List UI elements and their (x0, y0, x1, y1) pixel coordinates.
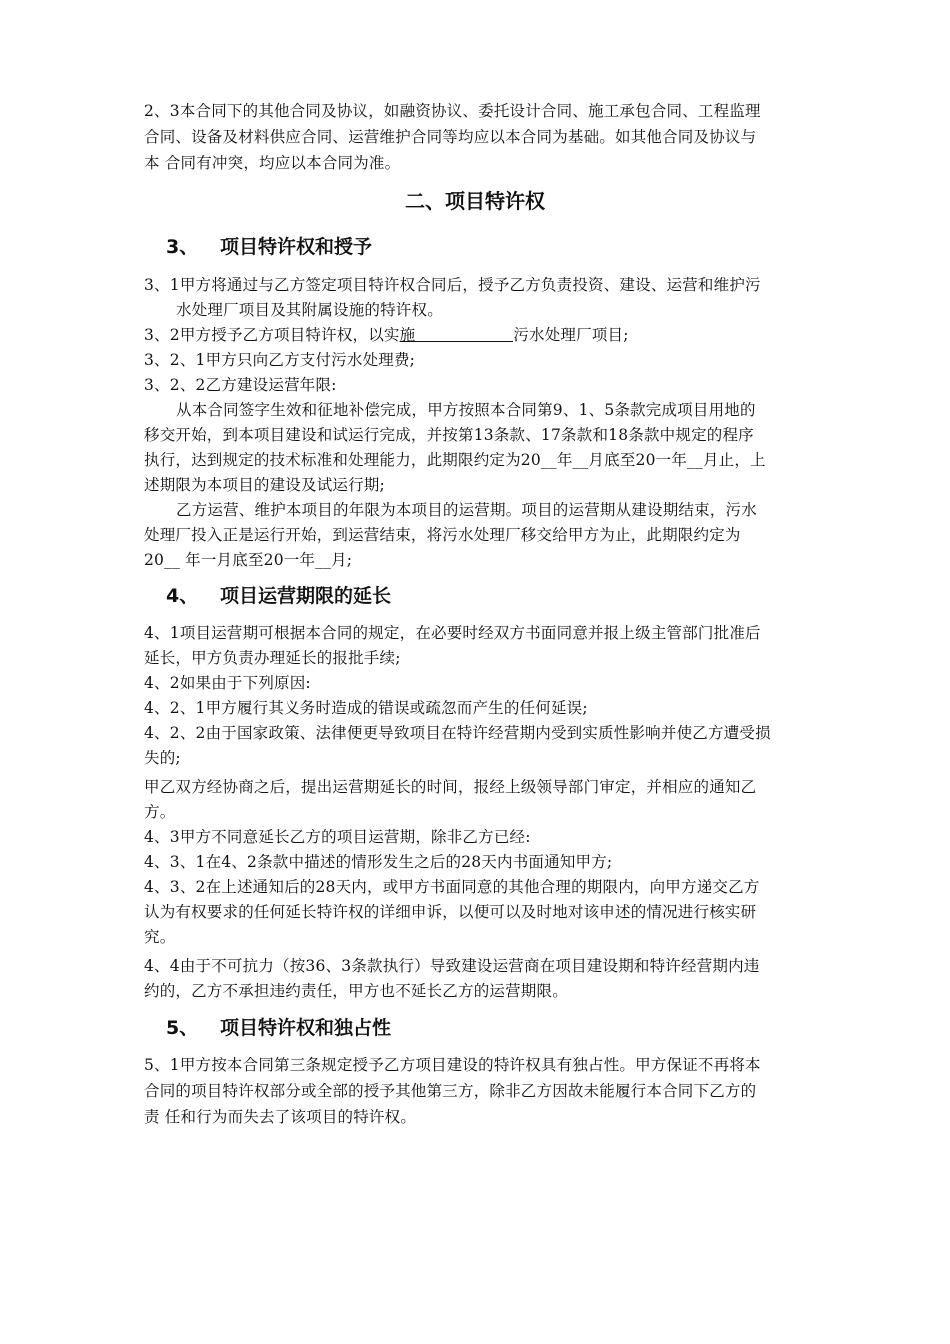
build-period-line4: 述期限为本项目的建设及试运行期; (144, 476, 385, 494)
sec4-line: 4、3、2在上述通知后的28天内，或甲方书面同意的其他合理的期限内，向甲方递交乙方 (144, 878, 760, 896)
build-period-line1: 从本合同签字生效和征地补偿完成，甲方按照本合同第9、1、5条款完成项目用地的 (176, 401, 756, 419)
clause-3-1-line2: 水处理厂项目及其附属设施的特许权。 (176, 301, 443, 319)
sec5-line: 5、1甲方按本合同第三条规定授予乙方项目建设的特许权具有独占性。甲方保证不再将本 (144, 1056, 761, 1074)
clause-3-2-fill: 施 (399, 326, 416, 344)
section-title: 项目特许权和独占性 (220, 1017, 392, 1039)
clause-3-1-line1: 3、1甲方将通过与乙方签定项目特许权合同后，授予乙方负责投资、建设、运营和维护污 (144, 276, 761, 294)
sec4-line: 4、3甲方不同意延长乙方的项目运营期，除非乙方已经: (144, 828, 531, 846)
sec4-line: 方。 (144, 803, 176, 821)
sec4-line: 约的，乙方不承担违约责任，甲方也不延长乙方的运营期限。 (144, 982, 568, 1000)
section-title: 项目特许权和授予 (220, 236, 373, 258)
clause-3-2-tail: 污水处理厂项目; (513, 326, 629, 344)
sec5-line: 合同的项目特许权部分或全部的授予其他第三方，除非乙方因故未能履行本合同下乙方的 (144, 1082, 757, 1100)
sec4-line: 甲乙双方经协商之后，提出运营期延长的时间，报经上级领导部门审定，并相应的通知乙 (144, 778, 757, 796)
clause-2-3-line2: 合同、设备及材料供应合同、运营维护合同等均应以本合同为基础。如其他合同及协议与 (144, 128, 757, 146)
clause-2-3-line3: 本 合同有冲突，均应以本合同为准。 (144, 154, 401, 172)
sec5-line: 责 任和行为而失去了该项目的特许权。 (144, 1108, 417, 1126)
sec4-line: 失的; (144, 749, 181, 767)
sec4-line: 认为有权要求的任何延长特许权的详细申诉，以便可以及时地对该申述的情况进行核实研 (144, 903, 757, 921)
sec4-line: 4、2、1甲方履行其义务时造成的错误或疏忽而产生的任何延误; (144, 699, 588, 717)
clause-3-2-text: 3、2甲方授予乙方项目特许权，以实 (144, 326, 400, 344)
build-period-line2: 移交开始，到本项目建设和试运行完成，并按第13条款、17条款和18条款中规定的程序 (144, 426, 754, 444)
sec4-line: 4、3、1在4、2条款中描述的情形发生之后的28天内书面通知甲方; (144, 853, 613, 871)
build-period-line3: 执行，达到规定的技术标准和处理能力，此期限约定为20__年__月底至20一年__月止，上 (144, 451, 766, 469)
section-5-heading (166, 1013, 391, 1040)
op-period-line2: 处理厂投入正是运行开始，到运营结束，将污水处理厂移交给甲方为止，此期限约定为 (144, 526, 741, 544)
section-number: 3、 (166, 236, 199, 258)
section-number: 5、 (166, 1017, 199, 1039)
clause-2-3-line1: 2、3本合同下的其他合同及协议，如融资协议、委托设计合同、施工承包合同、工程监理 (144, 102, 761, 120)
sec4-line: 延长，甲方负责办理延长的报批手续; (144, 649, 401, 667)
section-4-heading (166, 581, 391, 608)
chapter-title: 二、项目特许权 (405, 189, 545, 213)
sec4-line: 4、2、2由于国家政策、法律便更导致项目在特许经营期内受到实质性影响并使乙方遭受损 (144, 724, 771, 742)
sec4-line: 究。 (144, 928, 176, 946)
clause-3-2-2: 3、2、2乙方建设运营年限: (144, 376, 337, 394)
sec4-line: 4、2如果由于下列原因: (144, 674, 311, 692)
section-3-heading (166, 232, 372, 259)
section-number: 4、 (166, 585, 199, 607)
blank-underline (415, 323, 513, 342)
section-title: 项目运营期限的延长 (220, 585, 392, 607)
sec4-line: 4、4由于不可抗力（按36、3条款执行）导致建设运营商在项目建设期和特许经营期内违 (144, 957, 760, 975)
sec4-line: 4、1项目运营期可根据本合同的规定，在必要时经双方书面同意并报上级主管部门批准后 (144, 624, 761, 642)
op-period-line3: 20__ 年一月底至20一年__月; (144, 551, 353, 569)
op-period-line1: 乙方运营、维护本项目的年限为本项目的运营期。项目的运营期从建设期结束，污水 (176, 501, 757, 519)
clause-3-2-1: 3、2、1甲方只向乙方支付污水处理费; (144, 351, 416, 369)
clause-3-2 (144, 322, 824, 348)
